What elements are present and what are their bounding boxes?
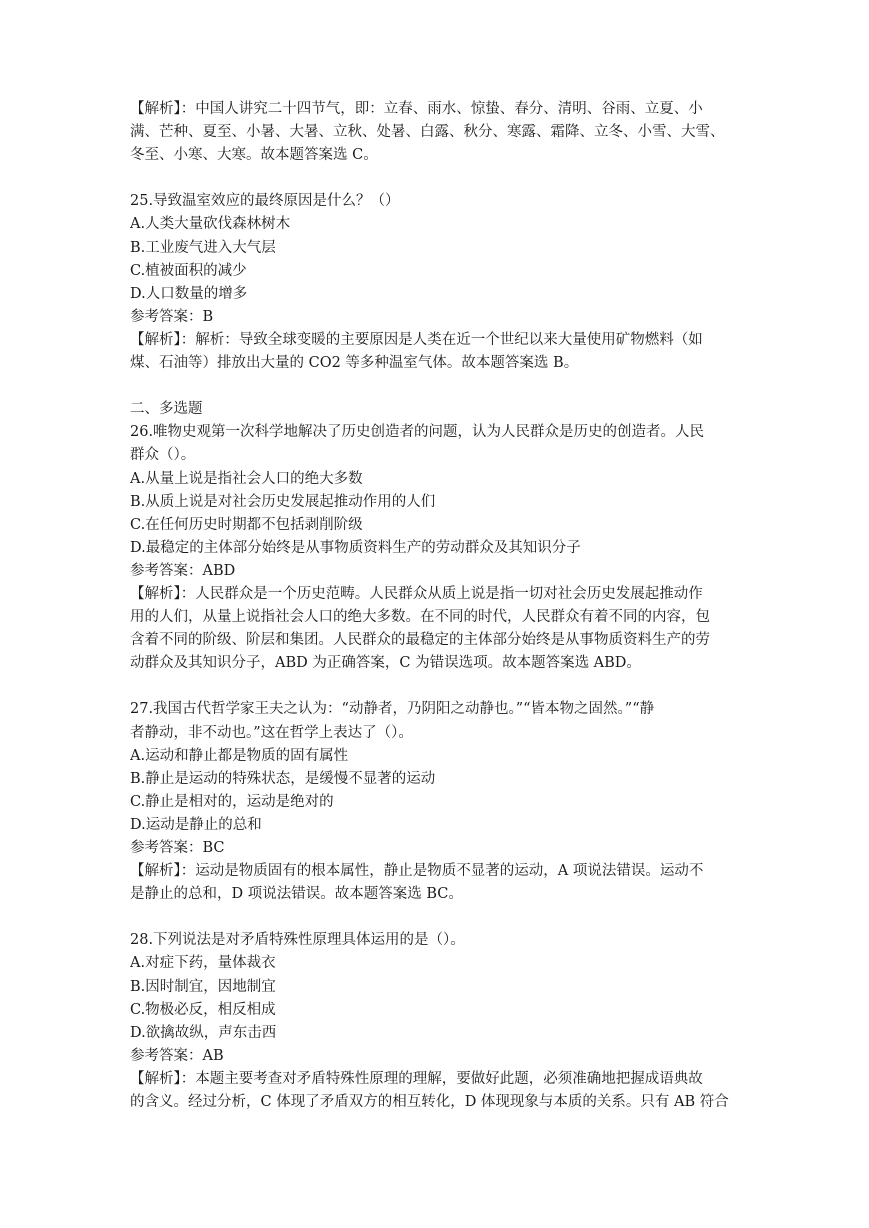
text-line: 26.唯物史观第一次科学地解决了历史创造者的问题，认为人民群众是历史的创造者。人民 (130, 424, 705, 441)
paragraph-gap (130, 675, 740, 698)
question-block (130, 98, 740, 167)
text-line: C.在任何历史时期都不包括剥削阶级 (130, 516, 363, 533)
text-line: 【解析】：本题主要考查对矛盾特殊性原理的理解，要做好此题，必须准确地把握成语典故 (130, 1070, 703, 1087)
text-line: A.从量上说是指社会人口的绝大多数 (130, 470, 363, 487)
text-line: 动群众及其知识分子，ABD 为正确答案，C 为错误选项。故本题答案选 ABD。 (130, 655, 641, 672)
text-line: 的含义。经过分析，C 体现了矛盾双方的相互转化，D 体现现象与本质的关系。只有 AB 符合 (130, 1094, 729, 1111)
text-line: 冬至、小寒、大寒。故本题答案选 C。 (130, 147, 378, 164)
text-line: 【解析】：解析：导致全球变暖的主要原因是人类在近一个世纪以来大量使用矿物燃料（如 (130, 331, 703, 348)
text-line: A.运动和静止都是物质的固有属性 (130, 747, 349, 764)
paragraph-gap (130, 167, 740, 190)
text-line: 满、芒种、夏至、小暑、大暑、立秋、处暑、白露、秋分、寒露、霜降、立冬、小雪、大雪、 (130, 124, 725, 141)
text-line: C.植被面积的减少 (130, 262, 247, 279)
question-block (130, 398, 740, 675)
text-line: D.运动是静止的总和 (130, 816, 262, 833)
question-block (130, 190, 740, 375)
text-line: 【解析】：运动是物质固有的根本属性，静止是物质不显著的运动，A 项说法错误。运动不 (130, 863, 704, 880)
text-line: D.最稳定的主体部分始终是从事物质资料生产的劳动群众及其知识分子 (130, 539, 581, 556)
text-line: 参考答案：ABD (130, 562, 236, 579)
text-line: A.对症下药，量体裁衣 (130, 955, 276, 972)
question-block (130, 929, 740, 1114)
text-line: A.人类大量砍伐森林树木 (130, 216, 291, 233)
text-line: 参考答案：BC (130, 840, 225, 856)
paragraph-gap (130, 375, 740, 398)
document-body (130, 98, 740, 1114)
paragraph-gap (130, 906, 740, 929)
text-line: 28.下列说法是对矛盾特殊性原理具体运用的是（）。 (130, 932, 465, 949)
text-line: 25.导致温室效应的最终原因是什么？（） (130, 193, 400, 210)
text-line: D.人口数量的增多 (130, 285, 248, 302)
text-line: B.因时制宜，因地制宜 (130, 978, 276, 995)
text-line: D.欲擒故纵，声东击西 (130, 1024, 277, 1041)
text-line: 二、多选题 (130, 401, 203, 418)
text-line: 群众（）。 (130, 447, 196, 464)
text-line: 含着不同的阶级、阶层和集团。人民群众的最稳定的主体部分始终是从事物质资料生产的劳 (130, 632, 710, 649)
text-line: 【解析】：中国人讲究二十四节气，即：立春、雨水、惊蛰、春分、清明、谷雨、立夏、小 (130, 101, 703, 117)
text-line: 煤、石油等）排放出大量的 CO2 等多种温室气体。故本题答案选 B。 (130, 355, 579, 372)
question-block (130, 698, 740, 906)
text-line: B.工业废气进入大气层 (130, 239, 276, 256)
text-line: 27.我国古代哲学家王夫之认为：“动静者，乃阴阳之动静也。”“皆本物之固然。”“静 (130, 701, 655, 718)
text-line: 者静动，非不动也。”这在哲学上表达了（）。 (130, 724, 413, 741)
text-line: 是静止的总和，D 项说法错误。故本题答案选 BC。 (130, 886, 463, 903)
text-line: C.静止是相对的，运动是绝对的 (130, 793, 334, 810)
text-line: B.从质上说是对社会历史发展起推动作用的人们 (130, 493, 436, 510)
text-line: 参考答案：B (130, 308, 214, 325)
text-line: 用的人们，从量上说指社会人口的绝大多数。在不同的时代，人民群众有着不同的内容，包 (130, 609, 710, 626)
text-line: 【解析】：人民群众是一个历史范畴。人民群众从质上说是指一切对社会历史发展起推动作 (130, 585, 703, 602)
text-line: 参考答案：AB (130, 1047, 224, 1064)
text-line: B.静止是运动的特殊状态，是缓慢不显著的运动 (130, 770, 436, 787)
text-line: C.物极必反，相反相成 (130, 1001, 276, 1018)
